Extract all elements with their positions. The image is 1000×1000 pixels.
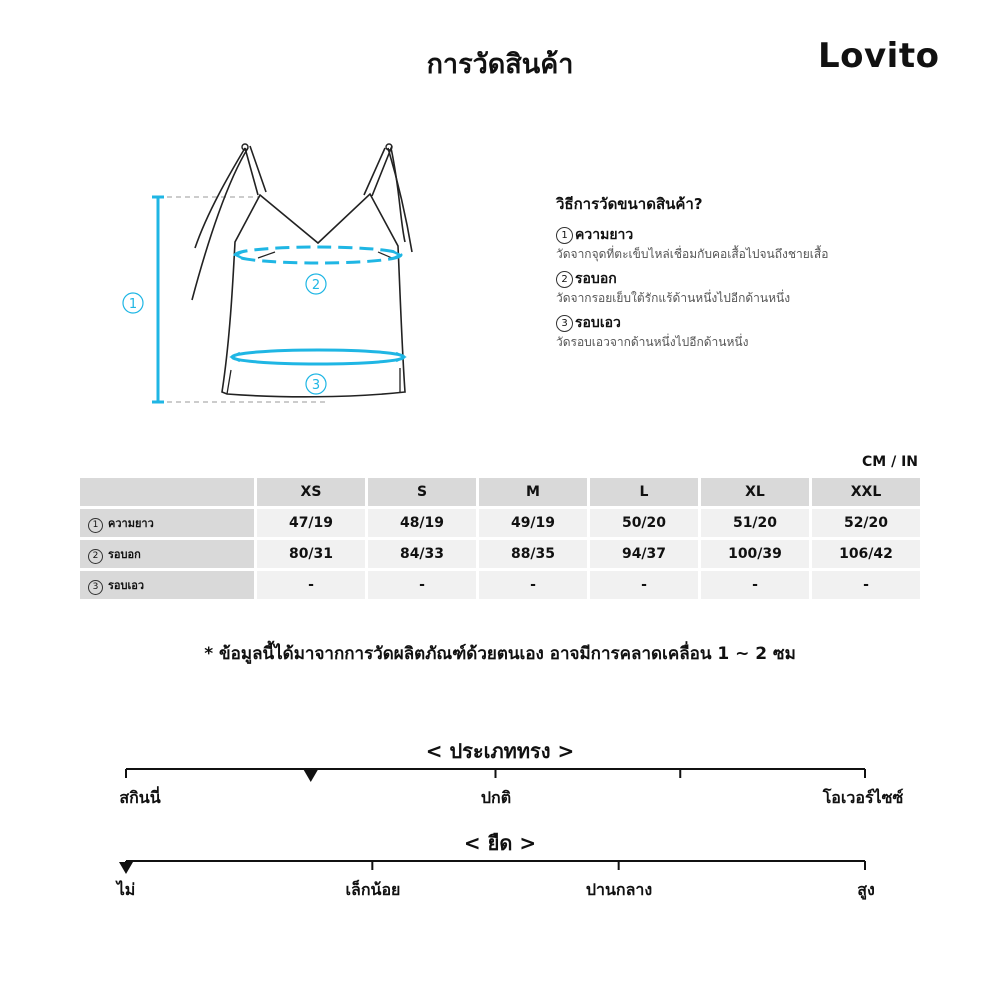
- fit-scale-marker: [304, 770, 318, 782]
- size-table: [77, 475, 923, 602]
- how-to-item-title: ความยาว: [575, 227, 634, 243]
- stretch-scale-heading: < ยืด >: [463, 831, 537, 855]
- how-to-item-desc: วัดจากรอยเย็บใต้รักแร้ด้านหนึ่งไปอีกด้านหนึ่ง: [556, 291, 791, 305]
- how-to-item: [556, 313, 976, 351]
- stretch-label-medium: ปานกลาง: [585, 880, 653, 899]
- table-corner: [80, 478, 254, 506]
- table-row: [80, 540, 920, 568]
- length-marker-label: 1: [128, 297, 138, 312]
- how-to-item-desc: วัดรอบเอวจากด้านหนึ่งไปอีกด้านหนึ่ง: [556, 335, 749, 349]
- measurement-note: * ข้อมูลนี้ได้มาจากการวัดผลิตภัณฑ์ด้วยตนเอง อาจมีการคลาดเคลื่อน 1 ~ 2 ซม: [204, 644, 796, 664]
- table-cell: -: [812, 571, 920, 599]
- number-badge: 1: [556, 227, 573, 244]
- fit-scale-heading: < ประเภททรง >: [425, 739, 575, 763]
- how-to-measure: [556, 192, 976, 357]
- unit-label: CM / IN: [862, 454, 918, 470]
- number-badge: 2: [556, 271, 573, 288]
- waist-line: [232, 350, 404, 364]
- row-label: ความยาว: [108, 516, 154, 530]
- number-badge: 1: [88, 518, 103, 533]
- table-cell: 94/37: [590, 540, 698, 568]
- table-row: [80, 509, 920, 537]
- how-to-item-title: รอบเอว: [575, 315, 621, 331]
- garment-diagram: [100, 130, 440, 420]
- table-cell: -: [368, 571, 476, 599]
- bust-line: [235, 247, 401, 263]
- size-header: XL: [701, 478, 809, 506]
- stretch-label-high: สูง: [857, 880, 875, 899]
- stretch-label-none: ไม่: [116, 880, 136, 899]
- stretch-scale-marker: [119, 862, 133, 874]
- size-header: L: [590, 478, 698, 506]
- table-cell: -: [701, 571, 809, 599]
- page-title: การวัดสินค้า: [426, 49, 574, 80]
- row-label: รอบอก: [108, 547, 141, 561]
- fit-label-skinny: สกินนี่: [119, 788, 161, 807]
- size-header: XXL: [812, 478, 920, 506]
- how-to-item: [556, 269, 976, 307]
- fit-label-regular: ปกติ: [480, 788, 512, 807]
- table-cell: 51/20: [701, 509, 809, 537]
- top-outline: [222, 194, 405, 397]
- row-header: [80, 540, 254, 568]
- brand-logo: Lovito: [818, 36, 940, 76]
- number-badge: 3: [88, 580, 103, 595]
- size-header: S: [368, 478, 476, 506]
- table-header-row: [80, 478, 920, 506]
- table-cell: 84/33: [368, 540, 476, 568]
- size-header: M: [479, 478, 587, 506]
- table-cell: 50/20: [590, 509, 698, 537]
- row-header: [80, 509, 254, 537]
- number-badge: 3: [556, 315, 573, 332]
- table-cell: 49/19: [479, 509, 587, 537]
- how-to-question: วิธีการวัดขนาดสินค้า?: [556, 195, 703, 213]
- how-to-item: [556, 225, 976, 263]
- table-cell: -: [590, 571, 698, 599]
- waist-marker-label: 3: [311, 378, 321, 393]
- how-to-item-desc: วัดจากจุดที่ตะเข็บไหล่เชื่อมกับคอเสื้อไปจนถึงชายเสื้อ: [556, 247, 829, 261]
- how-to-item-title: รอบอก: [575, 271, 617, 287]
- table-row: [80, 571, 920, 599]
- number-badge: 2: [88, 549, 103, 564]
- table-cell: -: [479, 571, 587, 599]
- stretch-label-slight: เล็กน้อย: [345, 880, 401, 899]
- fit-label-oversize: โอเวอร์ไซซ์: [822, 788, 904, 807]
- table-cell: -: [257, 571, 365, 599]
- size-header: XS: [257, 478, 365, 506]
- table-cell: 80/31: [257, 540, 365, 568]
- table-cell: 52/20: [812, 509, 920, 537]
- table-cell: 100/39: [701, 540, 809, 568]
- table-cell: 106/42: [812, 540, 920, 568]
- table-cell: 48/19: [368, 509, 476, 537]
- bust-marker-label: 2: [311, 278, 321, 293]
- table-cell: 47/19: [257, 509, 365, 537]
- row-label: รอบเอว: [108, 578, 145, 592]
- table-cell: 88/35: [479, 540, 587, 568]
- row-header: [80, 571, 254, 599]
